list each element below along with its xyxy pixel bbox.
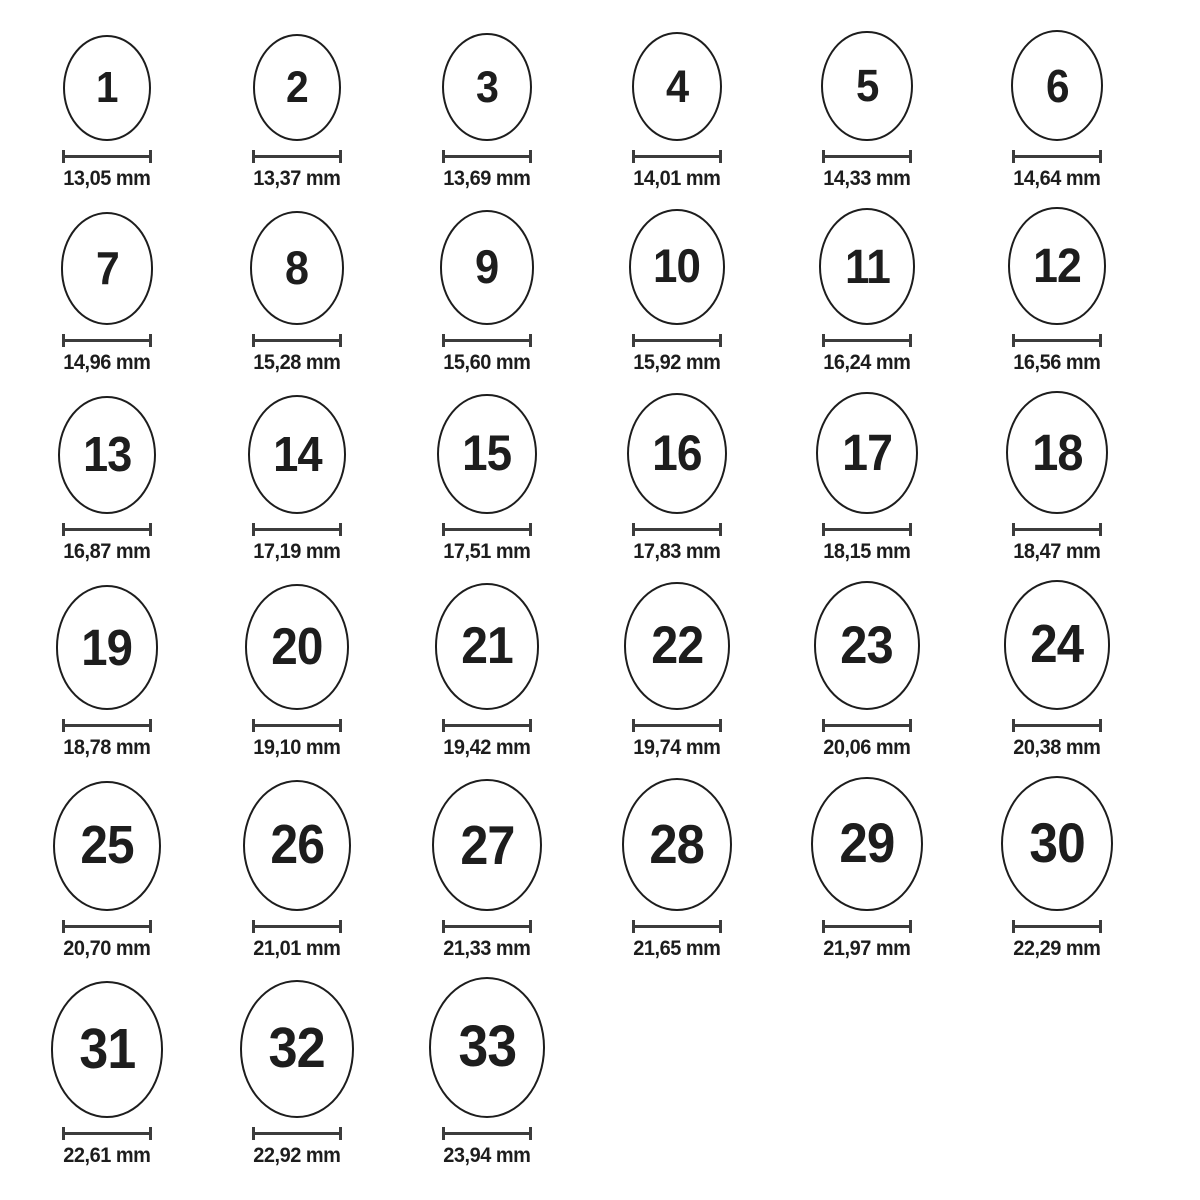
ring-diameter-label: 22,29 mm [1013,937,1101,961]
ring-size-item [392,391,582,564]
diameter-dimension-line [252,719,342,732]
ring-size-number: 11 [844,239,890,294]
ring-size-item [582,776,772,961]
ring-diameter-label: 21,33 mm [443,937,531,961]
diameter-dimension-line [632,719,722,732]
ring-diameter-label: 13,05 mm [63,167,151,191]
ring-size-number: 21 [461,617,513,676]
ring-size-item [12,391,202,564]
ring-size-item [12,776,202,961]
ring-circle [435,583,539,709]
diameter-dimension-line [632,150,722,163]
ring-circle [63,35,151,141]
ring-diameter-label: 15,60 mm [443,350,531,374]
ring-size-item [12,977,202,1168]
ring-diameter-label: 16,24 mm [823,350,911,374]
diameter-dimension-line [252,334,342,347]
ring-circle [622,778,732,911]
ring-diameter-label: 20,70 mm [63,937,151,961]
diameter-dimension-line [822,719,912,732]
ring-diameter-label: 13,37 mm [253,167,341,191]
ring-circle [245,584,349,709]
ring-size-number: 27 [459,813,515,876]
ring-circle [629,209,724,324]
ring-size-item [202,207,392,374]
ring-size-number: 6 [1045,59,1069,112]
ring-size-number: 2 [286,62,308,112]
ring-diameter-label: 21,01 mm [253,937,341,961]
ring-circle [429,977,545,1118]
ring-diameter-label: 17,51 mm [443,540,531,564]
ring-circle [624,582,729,709]
ring-size-item [392,776,582,961]
ring-size-item [202,977,392,1168]
ring-diameter-label: 19,74 mm [633,735,721,759]
ring-diameter-label: 23,94 mm [443,1143,531,1167]
diameter-dimension-line [822,150,912,163]
ring-circle [821,31,912,141]
ring-circle [819,208,915,324]
diameter-dimension-line [252,150,342,163]
diameter-dimension-line [1012,719,1102,732]
ring-diameter-label: 17,83 mm [633,540,721,564]
ring-size-item [12,580,202,759]
ring-diameter-label: 14,64 mm [1013,167,1101,191]
ring-size-number: 19 [81,617,133,676]
diameter-dimension-line [1012,150,1102,163]
ring-circle [56,585,159,709]
ring-circle [437,394,537,514]
ring-size-item [962,776,1152,961]
ring-circle [440,210,535,324]
ring-size-item [582,580,772,759]
ring-circle [627,393,727,514]
ring-diameter-label: 18,47 mm [1013,540,1101,564]
diameter-dimension-line [822,334,912,347]
diameter-dimension-line [442,719,532,732]
ring-size-number: 5 [855,60,879,112]
diameter-dimension-line [1012,523,1102,536]
diameter-dimension-line [632,523,722,536]
ring-circle [58,396,156,514]
diameter-dimension-line [62,719,152,732]
ring-size-item [392,977,582,1168]
ring-circle [816,392,917,514]
diameter-dimension-line [252,523,342,536]
ring-size-number: 24 [1030,615,1084,675]
diameter-dimension-line [252,920,342,933]
ring-size-number: 32 [268,1016,326,1080]
ring-size-number: 1 [96,63,118,113]
ring-diameter-label: 19,42 mm [443,735,531,759]
ring-diameter-label: 20,06 mm [823,735,911,759]
ring-size-number: 20 [271,617,323,676]
ring-size-number: 22 [650,615,704,675]
ring-diameter-label: 14,33 mm [823,167,911,191]
ring-size-number: 9 [475,240,499,294]
ring-diameter-label: 13,69 mm [443,167,531,191]
ring-size-item [202,30,392,191]
diameter-dimension-line [822,920,912,933]
ring-size-item [582,207,772,374]
ring-size-number: 12 [1033,238,1081,293]
ring-size-number: 23 [840,615,894,675]
ring-size-number: 3 [476,61,498,112]
ring-diameter-label: 14,96 mm [63,350,151,374]
diameter-dimension-line [442,1127,532,1140]
ring-size-number: 29 [839,812,895,875]
ring-diameter-label: 18,78 mm [63,735,151,759]
ring-size-item [392,30,582,191]
diameter-dimension-line [632,334,722,347]
diameter-dimension-line [442,920,532,933]
ring-size-item [12,30,202,191]
ring-size-number: 28 [649,812,705,875]
ring-diameter-label: 14,01 mm [633,167,721,191]
ring-size-number: 31 [79,1017,135,1081]
ring-size-item [582,391,772,564]
ring-size-item [392,580,582,759]
ring-size-item [772,207,962,374]
ring-size-item [772,776,962,961]
ring-size-item [772,30,962,191]
ring-circle [432,779,541,911]
diameter-dimension-line [62,334,152,347]
diameter-dimension-line [442,150,532,163]
ring-size-item [962,207,1152,374]
ring-size-number: 7 [95,242,119,295]
ring-size-item [772,391,962,564]
ring-circle [811,777,922,911]
ring-circle [1006,391,1108,514]
ring-circle [1011,30,1103,141]
ring-size-number: 15 [462,425,512,482]
ring-circle [243,780,352,911]
ring-size-number: 14 [272,426,322,482]
ring-size-number: 25 [80,814,134,875]
ring-size-item [772,580,962,759]
ring-size-item [392,207,582,374]
ring-size-number: 13 [82,427,132,482]
ring-diameter-label: 22,61 mm [63,1143,151,1167]
ring-diameter-label: 15,92 mm [633,350,721,374]
ring-diameter-label: 19,10 mm [253,735,341,759]
ring-circle [51,981,164,1117]
ring-diameter-label: 22,92 mm [253,1143,341,1167]
ring-circle [1008,207,1105,324]
ring-size-number: 4 [665,61,689,113]
diameter-dimension-line [62,920,152,933]
ring-circle [253,34,342,141]
ring-size-number: 30 [1029,811,1085,875]
ring-circle [61,212,154,324]
ring-circle [240,980,354,1117]
ring-size-number: 10 [653,240,701,294]
ring-circle [442,33,532,141]
ring-circle [632,32,722,141]
diameter-dimension-line [442,523,532,536]
ring-size-number: 33 [458,1014,516,1080]
ring-diameter-label: 21,97 mm [823,937,911,961]
diameter-dimension-line [62,523,152,536]
diameter-dimension-line [252,1127,342,1140]
ring-circle [53,781,161,911]
ring-circle [248,395,347,514]
ring-size-item [582,30,772,191]
ring-size-item [202,776,392,961]
ring-size-item [202,580,392,759]
ring-size-item [962,391,1152,564]
ring-circle [1001,776,1113,911]
diameter-dimension-line [822,523,912,536]
diameter-dimension-line [1012,334,1102,347]
ring-diameter-label: 16,87 mm [63,540,151,564]
ring-size-item [962,580,1152,759]
ring-diameter-label: 21,65 mm [633,937,721,961]
ring-diameter-label: 18,15 mm [823,540,911,564]
ring-diameter-label: 15,28 mm [253,350,341,374]
diameter-dimension-line [62,150,152,163]
ring-circle [1004,580,1111,709]
ring-size-number: 16 [652,425,702,482]
ring-circle [814,581,920,709]
diameter-dimension-line [62,1127,152,1140]
ring-diameter-label: 16,56 mm [1013,350,1101,374]
ring-circle [250,211,344,324]
ring-diameter-label: 17,19 mm [253,540,341,564]
ring-size-number: 18 [1031,424,1083,482]
ring-size-number: 8 [285,241,309,294]
ring-size-number: 17 [842,423,892,481]
diameter-dimension-line [632,920,722,933]
ring-diameter-label: 20,38 mm [1013,735,1101,759]
ring-size-item [962,30,1152,191]
diameter-dimension-line [1012,920,1102,933]
diameter-dimension-line [442,334,532,347]
ring-size-item [202,391,392,564]
ring-size-number: 26 [270,814,324,876]
ring-size-item [12,207,202,374]
